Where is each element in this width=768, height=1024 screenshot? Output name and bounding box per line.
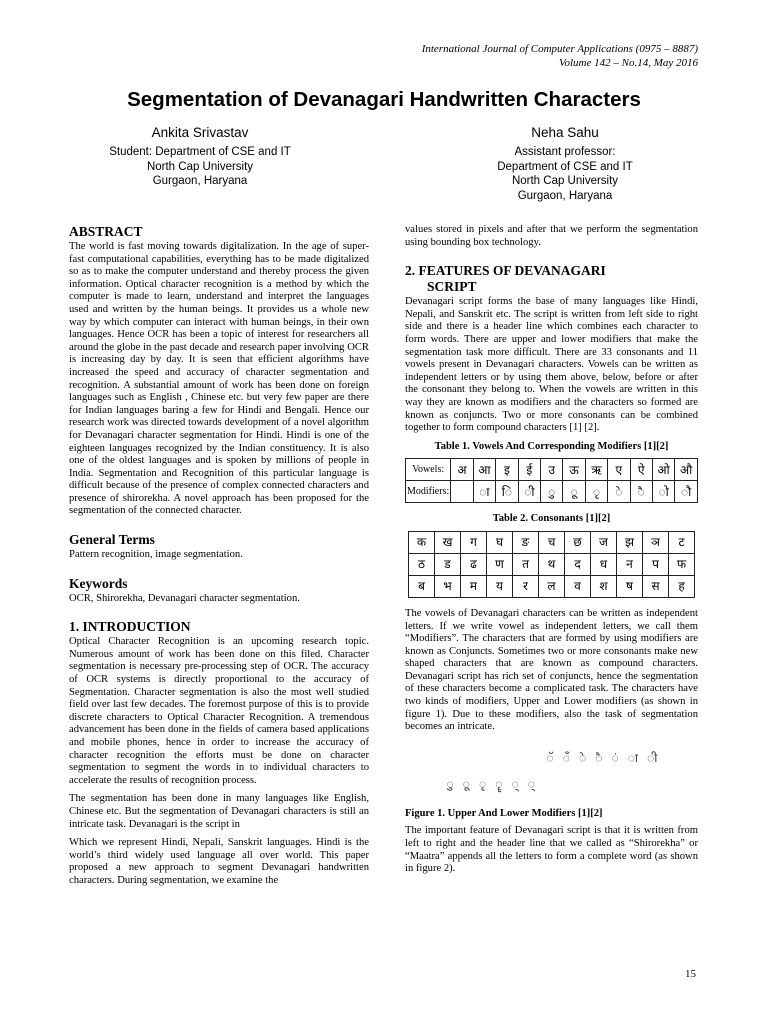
- paper-title: Segmentation of Devanagari Handwritten Characters: [127, 88, 641, 111]
- table-cell: ो: [652, 481, 675, 503]
- author-affiliation: Assistant professor:: [514, 146, 616, 158]
- table-cell: [451, 481, 473, 503]
- table-cell: औ: [675, 459, 698, 481]
- table-cell: ऋ: [585, 459, 607, 481]
- table-row: [409, 553, 695, 575]
- table-cell: Modifiers:: [406, 481, 451, 503]
- table-cell: ऐ: [630, 459, 652, 481]
- table-cell: भ: [435, 575, 461, 597]
- table-cell: य: [487, 575, 513, 597]
- table-cell: म: [461, 575, 487, 597]
- table-row: [409, 575, 695, 597]
- table-cell: ै: [630, 481, 652, 503]
- author-affiliation: North Cap University: [146, 160, 254, 173]
- table-cell: श: [591, 575, 617, 597]
- modifiers-paragraph: The vowels of Devanagari characters can be written as independent letters. If we write vowel as independent letters, we call them “Modifiers”. The characters that are formed by using modifiers are known as Conjuncts. Sometimes two or more consonants make new shaped characters that are known as compound characters. Devanagari script has rich set of conjuncts, hence the segmentation of these characters become a complicated task. The characters have two kinds of modifiers, Upper and Lower modifiers (as shown in figure 1). Due to these modifiers, also the task of segmentation becomes an intricate.: [405, 607, 698, 733]
- table-cell: ध: [591, 553, 617, 575]
- table-cell: ौ: [675, 481, 698, 503]
- table-row: [409, 531, 695, 553]
- table-cell: ा: [473, 481, 496, 503]
- table-cell: ड: [435, 553, 461, 575]
- table-cell: ढ: [461, 553, 487, 575]
- table-cell: घ: [487, 531, 513, 553]
- section2-heading: [405, 263, 698, 295]
- keywords-text: OCR, Shirorekha, Devanagari character segmentation.: [69, 592, 300, 604]
- table-cell: फ: [669, 553, 695, 575]
- left-column: [69, 224, 369, 894]
- table-cell: ष: [617, 575, 643, 597]
- figure-1-caption: Figure 1. Upper And Lower Modifiers [1][2]: [405, 807, 603, 819]
- consonants-table: [408, 531, 695, 598]
- table-cell: ञ: [643, 531, 669, 553]
- table-cell: स: [643, 575, 669, 597]
- right-column: [405, 224, 698, 882]
- table-cell: र: [513, 575, 539, 597]
- table-cell: े: [608, 481, 630, 503]
- author-affiliation: Gurgaon, Haryana: [517, 189, 613, 202]
- section2-heading-line: 2. FEATURES OF DEVANAGARI: [405, 263, 606, 279]
- general-terms-text: Pattern recognition, image segmentation.: [69, 549, 243, 561]
- author-affiliation: Student: Department of CSE and IT: [109, 146, 291, 158]
- author-affiliation: Gurgaon, Haryana: [152, 175, 248, 187]
- journal-volume: Volume 142 – No.14, May 2016: [558, 57, 698, 69]
- table-cell: ज: [591, 531, 617, 553]
- table-cell: ू: [563, 481, 585, 503]
- table-cell: ण: [487, 553, 513, 575]
- table-cell: ग: [461, 531, 487, 553]
- shirorekha-paragraph: The important feature of Devanagari script is that it is written from left to right and the header line that we called as “Shirorekha” or “Maatra” appends all the letters to form a complete word (as shown in figure 2).: [405, 825, 698, 875]
- section2-paragraph: Devanagari script forms the base of many languages like Hindi, Nepali, and Sanskrit etc. The script is written from left side to right side and there is a header line which combines each character to form words. There are upper and lower modifiers that make the segmentation task more difficult. There are 33 consonants and 11 vowels present in Devanagari characters. Vowels can be written as independent letters or by using them above, below, before or after the consonant they belong to. When the vowels are written in this way they are known as modifiers and the characters so formed are known as conjuncts. Two or more consonants can be combined together to form compound characters [1] [2].: [405, 296, 698, 434]
- table-cell: क: [409, 531, 435, 553]
- table-row: [406, 459, 698, 481]
- continued-paragraph: values stored in pixels and after that we perform the segmentation using bounding box technology.: [405, 224, 698, 248]
- table-cell: ृ: [585, 481, 607, 503]
- table-cell: च: [539, 531, 565, 553]
- table-cell: इ: [496, 459, 518, 481]
- page-number: 15: [685, 968, 696, 980]
- journal-header: [422, 42, 698, 70]
- introduction-paragraph: Which we represent Hindi, Nepali, Sanskrit languages. Hindi is the world’s third widely used language all over world. This paper proposed a new approach to segment Devanagari handwritten characters. During segmentation, we examine the: [69, 837, 369, 886]
- journal-name: International Journal of Computer Applications (0975 – 8887): [421, 43, 698, 55]
- table-row: [406, 481, 698, 503]
- table1-caption: Table 1. Vowels And Corresponding Modifiers [1][2]: [434, 440, 669, 452]
- keywords-heading: Keywords: [69, 575, 128, 591]
- table-cell: ट: [669, 531, 695, 553]
- introduction-heading: 1. INTRODUCTION: [69, 619, 191, 635]
- author-affiliation: Department of CSE and IT: [497, 160, 633, 173]
- general-terms-heading: General Terms: [69, 532, 155, 548]
- table-cell: ि: [496, 481, 518, 503]
- table-cell: ए: [608, 459, 630, 481]
- author-name: Neha Sahu: [531, 125, 599, 140]
- author-2: [465, 124, 665, 203]
- table-cell: न: [617, 553, 643, 575]
- figure-1-image: [427, 750, 677, 800]
- table-cell: ु: [541, 481, 563, 503]
- introduction-paragraph: Optical Character Recognition is an upcoming research topic. Numerous amount of work has been done on this filed. Character segmentation is necessary pre-processing step of OCR. The accuracy of OCR systems is directly proportional to the accuracy of Segmentation. Character segmentation is also the most well studied field over last few decades. The foremost purpose of this is to provide discrete characters to Optical Character Recognition. A tremendous advancement has been done in the fields of camera based applications and mobile phones, hence in order to increase the accuracy of character recognition the efforts must be done on character segmentation to segment the words in to individual characters to accelerate the results of recognition process.: [69, 636, 369, 786]
- introduction-paragraph: The segmentation has been done in many languages like English, Chinese etc. But the segmentation of Devanagari characters is still an intricate task. Devanagari is the script in: [69, 793, 369, 830]
- author-name: Ankita Srivastav: [151, 125, 249, 140]
- table-cell: छ: [565, 531, 591, 553]
- table-cell: द: [565, 553, 591, 575]
- table2-caption: Table 2. Consonants [1][2]: [492, 513, 611, 525]
- table-cell: झ: [617, 531, 643, 553]
- table-cell: ठ: [409, 553, 435, 575]
- abstract-text: The world is fast moving towards digitalization. In the age of super-fast computational capabilities, everything has to be made digitalized so as to make the computer understand and thereby process the given information. Optical character recognition is a method by which the computer is made to learn, understand and interpret the languages used and written by the human beings. It provides us a whole new way by which computer can interact with human beings, in their own languages. Hence OCR has been a topic of interest for researchers all around the globe in the past decade and research paper involving OCR is increasing day by day. It is seen that efficient algorithms have increased the speed and accuracy of character segmentation and recognition. A substantial amount of work has been done on foreign languages such as English , Chinese etc. but very few paper are there for Indian languages baring a few for Hindi and Bengali. Hence our research work was directed towards development of a novel algorithm for Devanagari character segmentation for Hindi. Hindi is one of the eighteen languages recognized by the Indian constituency. It is also one of the oldest languages and is spoken by millions of people in India. Segmentation and Recognition of this particular language is difficult because of the presence of complex connected characters and presence of shirorekha. A novel approach has been proposed for the segmentation of the connected character.: [69, 241, 369, 517]
- table-cell: ल: [539, 575, 565, 597]
- table-cell: ई: [518, 459, 540, 481]
- table-cell: व: [565, 575, 591, 597]
- table-cell: ब: [409, 575, 435, 597]
- section2-heading-line: SCRIPT: [427, 279, 477, 295]
- table-cell: ऊ: [563, 459, 585, 481]
- upper-modifiers: ॅ ँ े ै ं ा ी: [546, 750, 664, 765]
- table-cell: ी: [518, 481, 540, 503]
- author-1: [100, 124, 300, 189]
- table-cell: थ: [539, 553, 565, 575]
- lower-modifiers: ु ू ृ ॄ ् ्: [446, 776, 541, 791]
- vowels-table: [405, 458, 698, 503]
- table-cell: त: [513, 553, 539, 575]
- table-cell: ओ: [652, 459, 675, 481]
- table-cell: आ: [473, 459, 496, 481]
- table-cell: Vowels:: [406, 459, 451, 481]
- table-cell: प: [643, 553, 669, 575]
- table-cell: ङ: [513, 531, 539, 553]
- table-cell: अ: [451, 459, 473, 481]
- table-cell: ह: [669, 575, 695, 597]
- author-affiliation: North Cap University: [511, 175, 619, 187]
- table-cell: ख: [435, 531, 461, 553]
- abstract-heading: ABSTRACT: [69, 224, 143, 239]
- table-cell: उ: [541, 459, 563, 481]
